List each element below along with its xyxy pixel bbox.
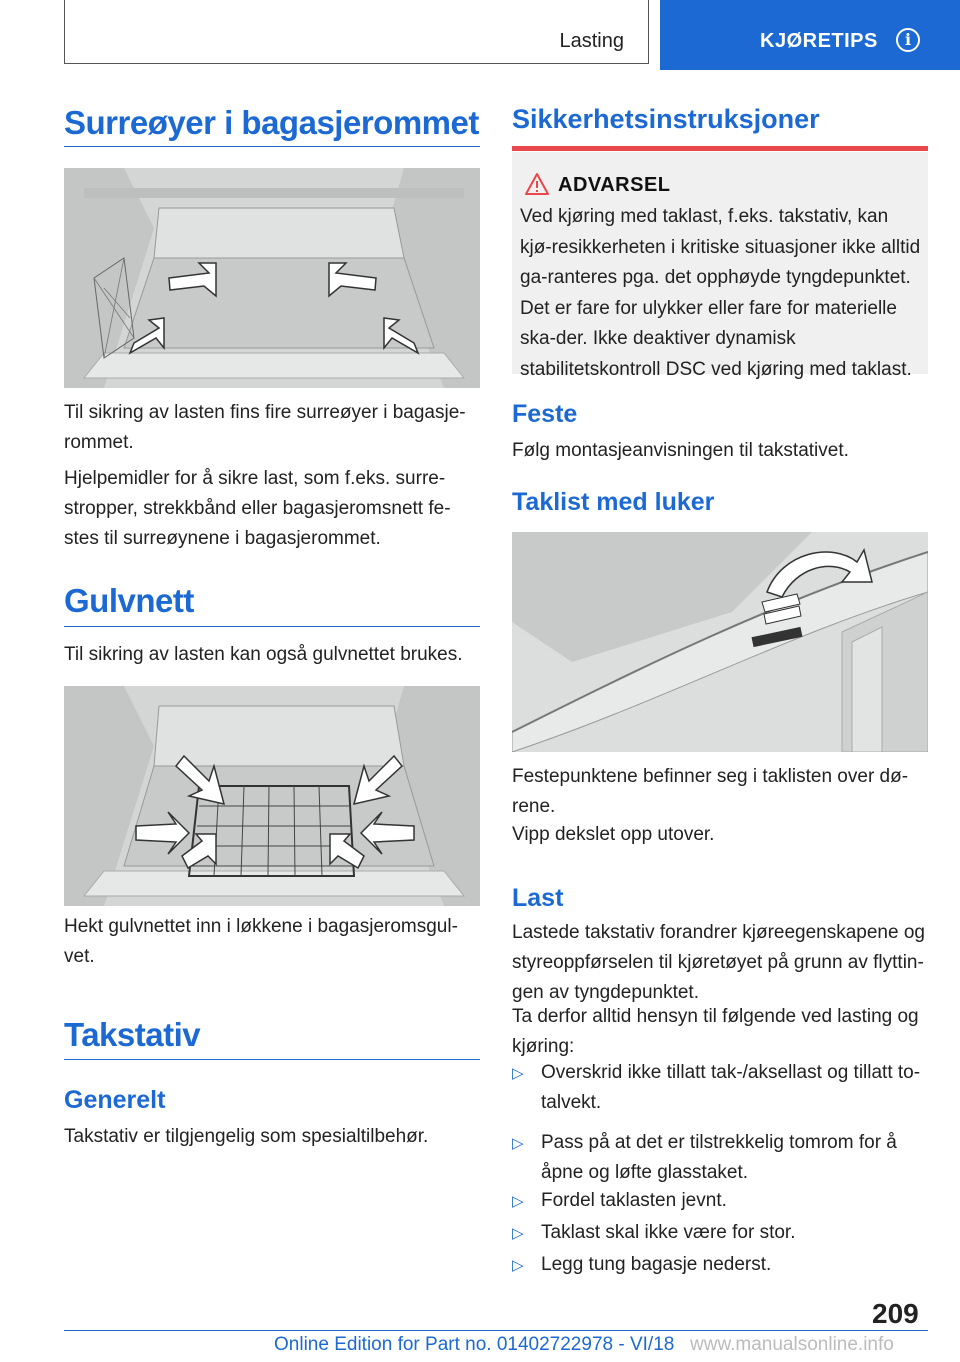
warning-title: ADVARSEL [558, 174, 671, 196]
watermark: www.manualsonline.info [690, 1334, 894, 1355]
list-item: ▷ Overskrid ikke tillatt tak-/aksellast og tillatt to-talvekt. [512, 1058, 929, 1118]
bullet-triangle-icon: ▷ [512, 1064, 524, 1082]
list-item: ▷ Fordel taklasten jevnt. [512, 1186, 929, 1216]
header-left-box [64, 0, 649, 64]
heading-taklist: Taklist med luker [512, 488, 715, 516]
warning-text: Ved kjøring med taklast, f.eks. takstativ, kan kjø-resikkerheten i kritiske situasjoner ikke alltid ga-ranteres pga. det opphøyde tyngdepunktet. Det er fare for ulykker eller fare for materielle ska-der. Ikke deaktiver dynamisk stabilitetskontroll DSC ved kjøring med taklast. [520, 206, 921, 380]
paragraph-feste: Følg montasjeanvisningen til takstativet. [512, 440, 849, 461]
paragraph-gulvnett-1: Til sikring av lasten kan også gulvnettet brukes. [64, 644, 463, 665]
figure-trunk-lashing-eyes [64, 168, 480, 388]
heading-last: Last [512, 884, 564, 912]
heading-gulvnett: Gulvnett [64, 582, 194, 619]
paragraph-last-2: Ta derfor alltid hensyn til følgende ved lasting og kjøring: [512, 1006, 919, 1057]
header-section-title: Lasting [559, 30, 624, 52]
heading-generelt: Generelt [64, 1086, 166, 1114]
bullet-triangle-icon: ▷ [512, 1256, 524, 1274]
paragraph-generelt: Takstativ er tilgjengelig som spesialtilbehør. [64, 1126, 429, 1147]
paragraph-surre-2: Hjelpemidler for å sikre last, som f.eks. surre-stropper, strekkbånd eller bagasjeromsnett fe-stes til surreøynene i bagasjerommet. [64, 468, 451, 549]
list-item: ▷ Taklast skal ikke være for stor. [512, 1218, 929, 1248]
warning-box [512, 152, 928, 380]
list-item: ▷ Legg tung bagasje nederst. [512, 1250, 929, 1280]
heading-sikkerhet: Sikkerhetsinstruksjoner [512, 104, 820, 134]
heading-surreoyer: Surreøyer i bagasjerommet [64, 104, 479, 141]
heading-rule [64, 626, 480, 627]
warning-rule [512, 146, 928, 151]
footer-edition: Online Edition for Part no. 01402722978 - VI/18 [274, 1334, 675, 1355]
bullet-triangle-icon: ▷ [512, 1192, 524, 1210]
paragraph-taklist-1: Festepunktene befinner seg i taklisten over dø-rene. [512, 766, 909, 817]
heading-rule [64, 1059, 480, 1060]
paragraph-taklist-2: Vipp dekslet opp utover. [512, 824, 715, 845]
info-icon[interactable]: i [896, 28, 920, 52]
warning-triangle-icon [524, 172, 550, 201]
header-chapter-tab[interactable] [660, 0, 960, 70]
figure-roof-rail-flaps [512, 532, 928, 752]
header-chapter-title: KJØRETIPS [760, 30, 878, 52]
page-number: 209 [872, 1298, 919, 1329]
list-item: ▷ Pass på at det er tilstrekkelig tomrom for å åpne og løfte glasstaket. [512, 1128, 929, 1188]
heading-takstativ: Takstativ [64, 1016, 201, 1053]
heading-rule [64, 146, 480, 147]
bullet-triangle-icon: ▷ [512, 1224, 524, 1242]
footer-rule [64, 1330, 928, 1331]
heading-feste: Feste [512, 400, 578, 428]
paragraph-surre-1: Til sikring av lasten fins fire surreøyer i bagasje-rommet. [64, 402, 466, 453]
paragraph-gulvnett-2: Hekt gulvnettet inn i løkkene i bagasjeromsgul-vet. [64, 916, 458, 967]
paragraph-last-1: Lastede takstativ forandrer kjøreegenskapene og styreoppførselen til kjøretøyet på grunn av flyttin-gen av tyngdepunktet. [512, 922, 925, 1003]
figure-floor-net [64, 686, 480, 906]
bullet-triangle-icon: ▷ [512, 1134, 524, 1152]
load-bullet-list [512, 1058, 928, 1278]
